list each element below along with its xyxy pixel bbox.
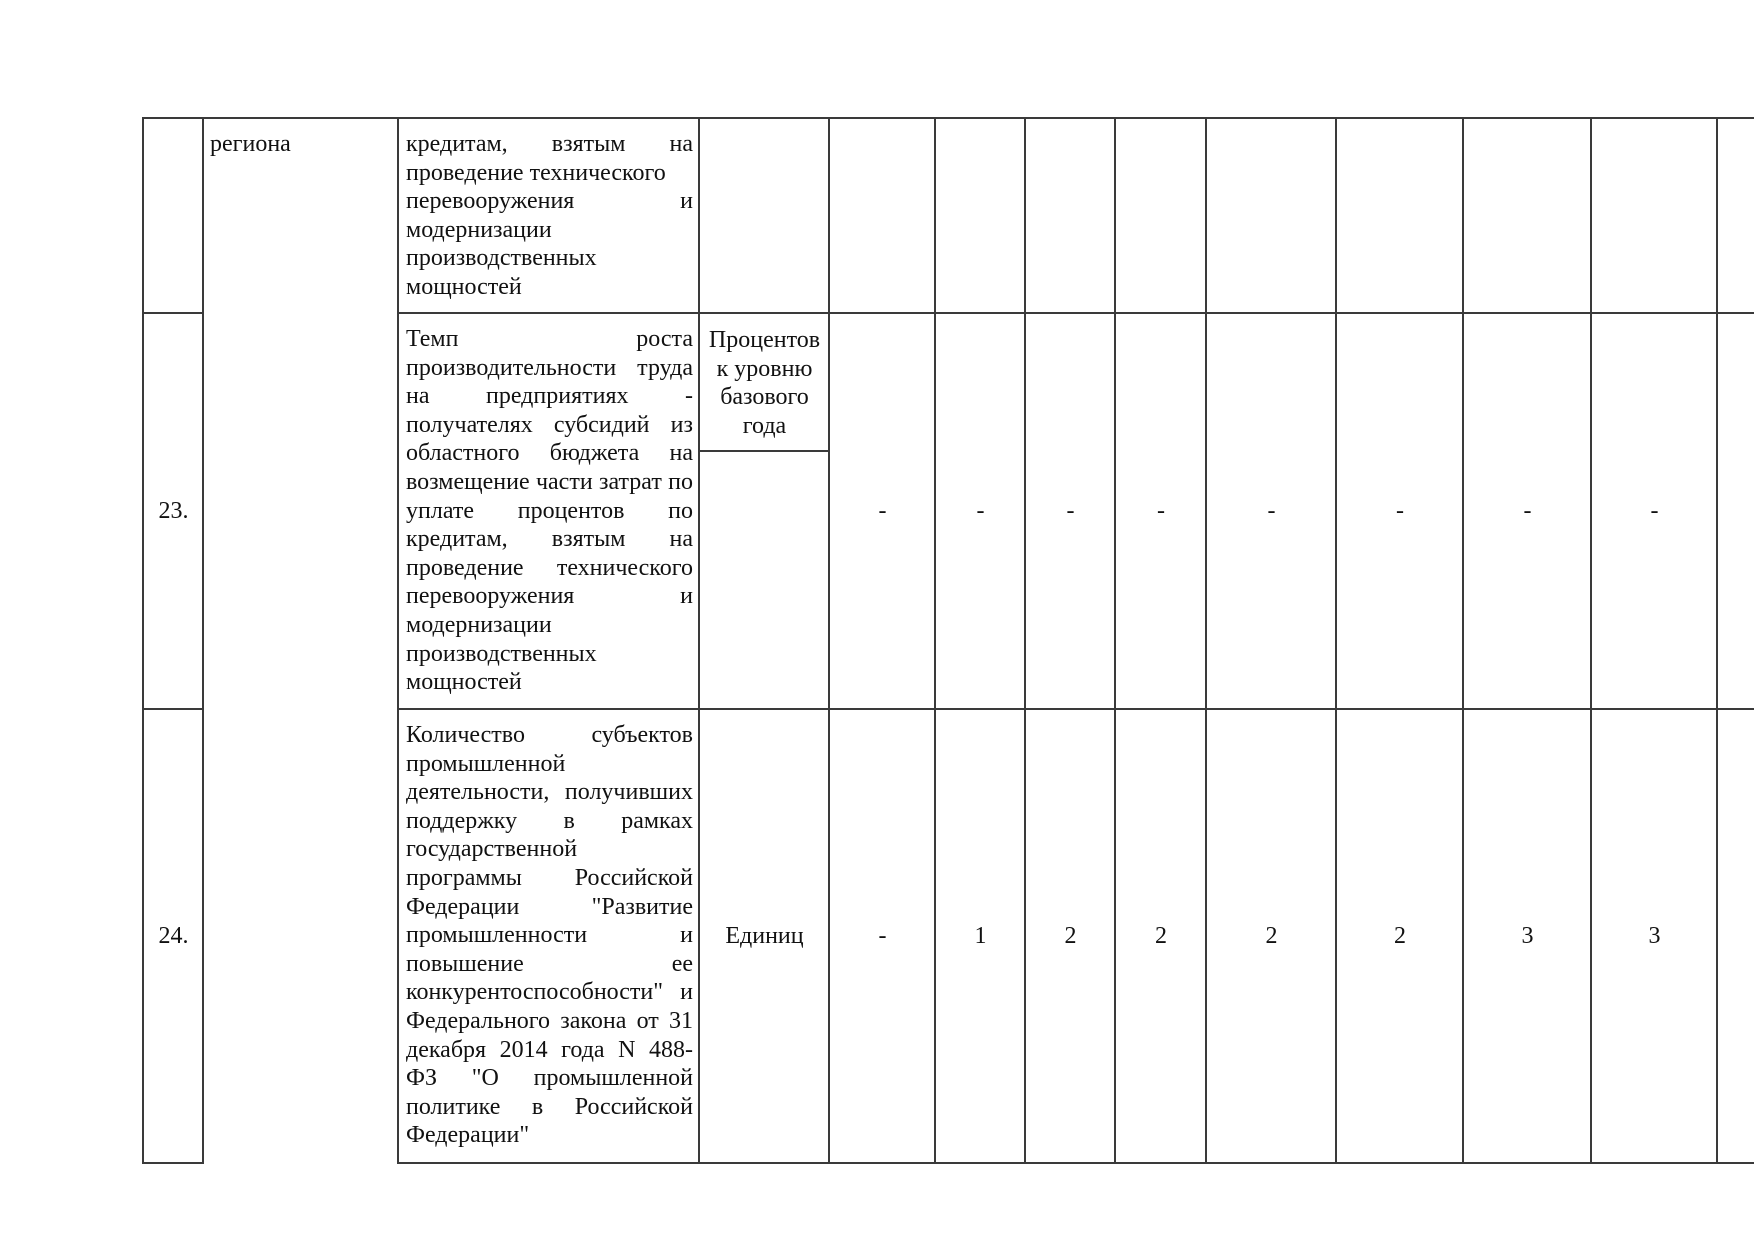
value-cell	[1718, 314, 1754, 709]
continued-description	[399, 130, 699, 302]
value-cell: -	[1523, 498, 1532, 525]
value-cell: -	[878, 923, 887, 950]
desc-line: мощностей	[406, 273, 522, 300]
value-cell: 3	[1521, 923, 1534, 950]
unit-subdivider	[698, 450, 829, 452]
indicator-description: Количество субъектов промышленной деятельности, получивших поддержку в рамках государственной программы Российской Федерации "Развитие промышленности и повышение ее конкурентоспособности" и Федерального закона от 31 декабря 2014 года N 488-ФЗ "О промышленной политике в Российской Федерации"	[406, 722, 693, 1149]
desc-line: модернизации	[406, 216, 552, 243]
program-label: региона	[210, 131, 291, 157]
value-cell	[1718, 710, 1754, 1163]
value-cell: -	[976, 498, 985, 525]
unit-label: Единиц	[725, 923, 804, 950]
value-cell: -	[1267, 498, 1276, 525]
desc-line: перевооружения и	[406, 188, 693, 215]
desc-line: кредитам, взятым на	[406, 131, 693, 157]
row-number: 23.	[158, 498, 189, 525]
value-cell: -	[878, 498, 887, 525]
desc-line: производственных	[406, 245, 597, 272]
indicator-description: Темп роста производительности труда на предприятиях - получателях субсидий из областного бюджета на возмещение части затрат по уплате процентов по кредитам, взятым на проведение технического перевооружения и модернизации производственных мощностей	[406, 326, 693, 696]
table-top-border	[143, 117, 1754, 119]
desc-line: проведение технического	[406, 159, 666, 186]
value-cell: 2	[1064, 923, 1077, 950]
value-cell: 2	[1394, 923, 1406, 950]
value-cell: 1	[974, 923, 987, 950]
value-cell: -	[1066, 498, 1075, 525]
value-cell: 2	[1265, 923, 1278, 950]
value-cell: -	[1157, 498, 1165, 525]
value-cell: 3	[1648, 923, 1661, 950]
row-number: 24.	[158, 923, 189, 950]
value-cell: -	[1396, 498, 1404, 525]
value-cell: -	[1650, 498, 1659, 525]
value-cell: 2	[1155, 923, 1167, 950]
unit-label: Процентов к уровню базового года	[708, 327, 821, 439]
